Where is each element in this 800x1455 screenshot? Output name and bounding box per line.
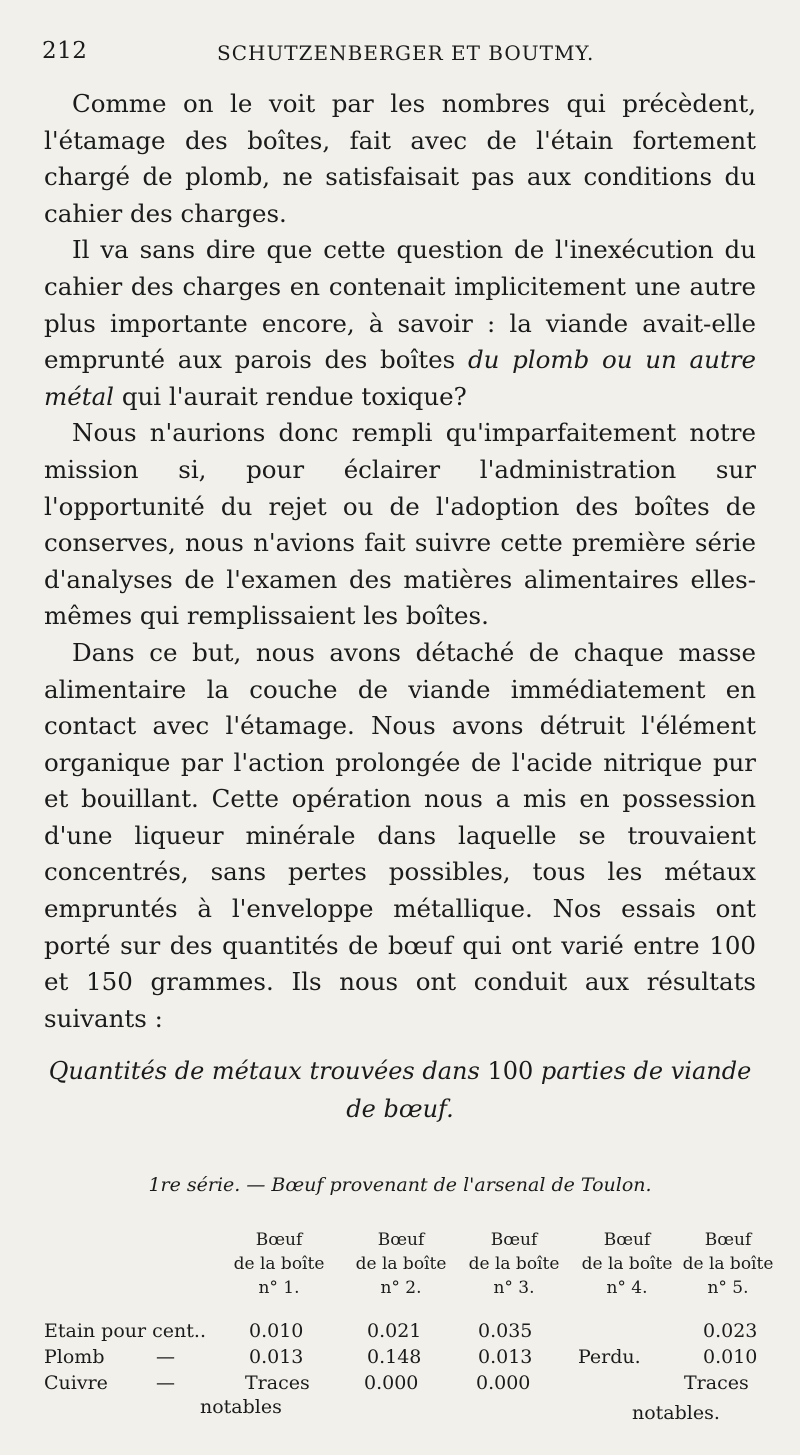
cell-value: 0.000 <box>476 1372 531 1394</box>
col-2-line-2: de la boîte <box>355 1254 447 1274</box>
table-caption <box>44 1052 756 1128</box>
series-label: 1re série. <box>148 1174 241 1196</box>
cell-value: 0.010 <box>249 1320 304 1342</box>
col-3-line-3: n° 3. <box>493 1278 535 1298</box>
running-title: SCHUTZENBERGER ET BOUTMY. <box>217 41 595 65</box>
caption-part-1: Quantités de métaux trouvées dans <box>48 1057 488 1085</box>
cell-value: 0.148 <box>367 1346 422 1368</box>
col-4-line-3: n° 4. <box>606 1278 648 1298</box>
col-3-line-2: de la boîte <box>468 1254 560 1274</box>
col-1-line-2: de la boîte <box>233 1254 325 1274</box>
running-head <box>42 38 758 74</box>
cell-value: 0.023 <box>703 1320 758 1342</box>
cell-value: 0.013 <box>249 1346 304 1368</box>
caption-number: 100 <box>487 1057 534 1085</box>
column-header-2 <box>336 1228 466 1300</box>
cell-value: 0.013 <box>478 1346 533 1368</box>
series-title <box>44 1174 756 1196</box>
col-1-line-1: Bœuf <box>255 1230 303 1250</box>
col-5-line-2: de la boîte <box>682 1254 774 1274</box>
table-row <box>44 1346 774 1374</box>
column-header-5 <box>670 1228 786 1300</box>
paragraph-1: Comme on le voit par les nombres qui précèdent, l'étamage des boîtes, fait avec de l'étain fortement chargé de plomb, ne satisfaisait pas aux conditions du cahier des charges. <box>44 89 756 228</box>
paragraph-3: Nous n'aurions donc rempli qu'imparfaitement notre mission si, pour éclairer l'administration sur l'opportunité du rejet ou de l'adoption des boîtes de conserves, nous n'avions fait suivre cette première série d'analyses de l'examen des matières alimentaires elles-mêmes qui remplissaient les boîtes. <box>44 418 756 631</box>
col-5-line-3: n° 5. <box>707 1278 749 1298</box>
col-1-line-3: n° 1. <box>258 1278 300 1298</box>
body-text <box>44 86 756 1037</box>
col-4-line-1: Bœuf <box>603 1230 651 1250</box>
paragraph-2-text: Il va sans dire que cette question de l'inexécution du cahier des charges en contenait implicitement une autre plus importante encore, à savoir : la viande avait-elle emprunté aux parois des boîtes <box>44 235 756 375</box>
cell-value: 0.035 <box>478 1320 533 1342</box>
column-header-3 <box>449 1228 579 1300</box>
cell-value: 0.010 <box>703 1346 758 1368</box>
paragraph-2-after: qui l'aurait rendue toxique? <box>114 381 467 411</box>
cell-value: Traces <box>245 1372 310 1394</box>
note-notables: notables <box>200 1396 282 1418</box>
col-5-line-1: Bœuf <box>704 1230 752 1250</box>
col-4-line-2: de la boîte <box>581 1254 673 1274</box>
caption-part-2: parties de viande de bœuf. <box>346 1057 752 1123</box>
series-text: — Bœuf provenant de l'arsenal de Toulon. <box>240 1174 652 1196</box>
note-notables: notables. <box>632 1402 720 1424</box>
row-label: Cuivre <box>44 1372 108 1394</box>
col-3-line-1: Bœuf <box>490 1230 538 1250</box>
column-header-1 <box>214 1228 344 1300</box>
cell-value: Traces <box>684 1372 749 1394</box>
col-2-line-1: Bœuf <box>377 1230 425 1250</box>
table-row <box>44 1372 774 1400</box>
page-number: 212 <box>42 38 88 64</box>
row-dash: — <box>156 1372 175 1394</box>
paragraph-2-italic: du plomb ou un autre métal <box>44 345 756 411</box>
row-label: Plomb <box>44 1346 105 1368</box>
row-label: Etain pour cent.. <box>44 1320 206 1342</box>
paragraph-2 <box>44 232 756 415</box>
row-dash: — <box>156 1346 175 1368</box>
paragraph-4: Dans ce but, nous avons détaché de chaque masse alimentaire la couche de viande immédiatement en contact avec l'étamage. Nous avons détruit l'élément organique par l'action prolongée de l'acide nitrique pur et bouillant. Cette opération nous a mis en possession d'une liqueur minérale dans laquelle se trouvaient concentrés, sans pertes possibles, tous les métaux empruntés à l'enveloppe métallique. Nos essais ont porté sur des quantités de bœuf qui ont varié entre 100 et 150 grammes. Ils nous ont conduit aux résultats suivants : <box>44 637 756 1033</box>
cell-value: Perdu. <box>578 1346 641 1368</box>
cell-value: 0.000 <box>364 1372 419 1394</box>
table-row <box>44 1320 774 1348</box>
col-2-line-3: n° 2. <box>380 1278 422 1298</box>
cell-value: 0.021 <box>367 1320 422 1342</box>
